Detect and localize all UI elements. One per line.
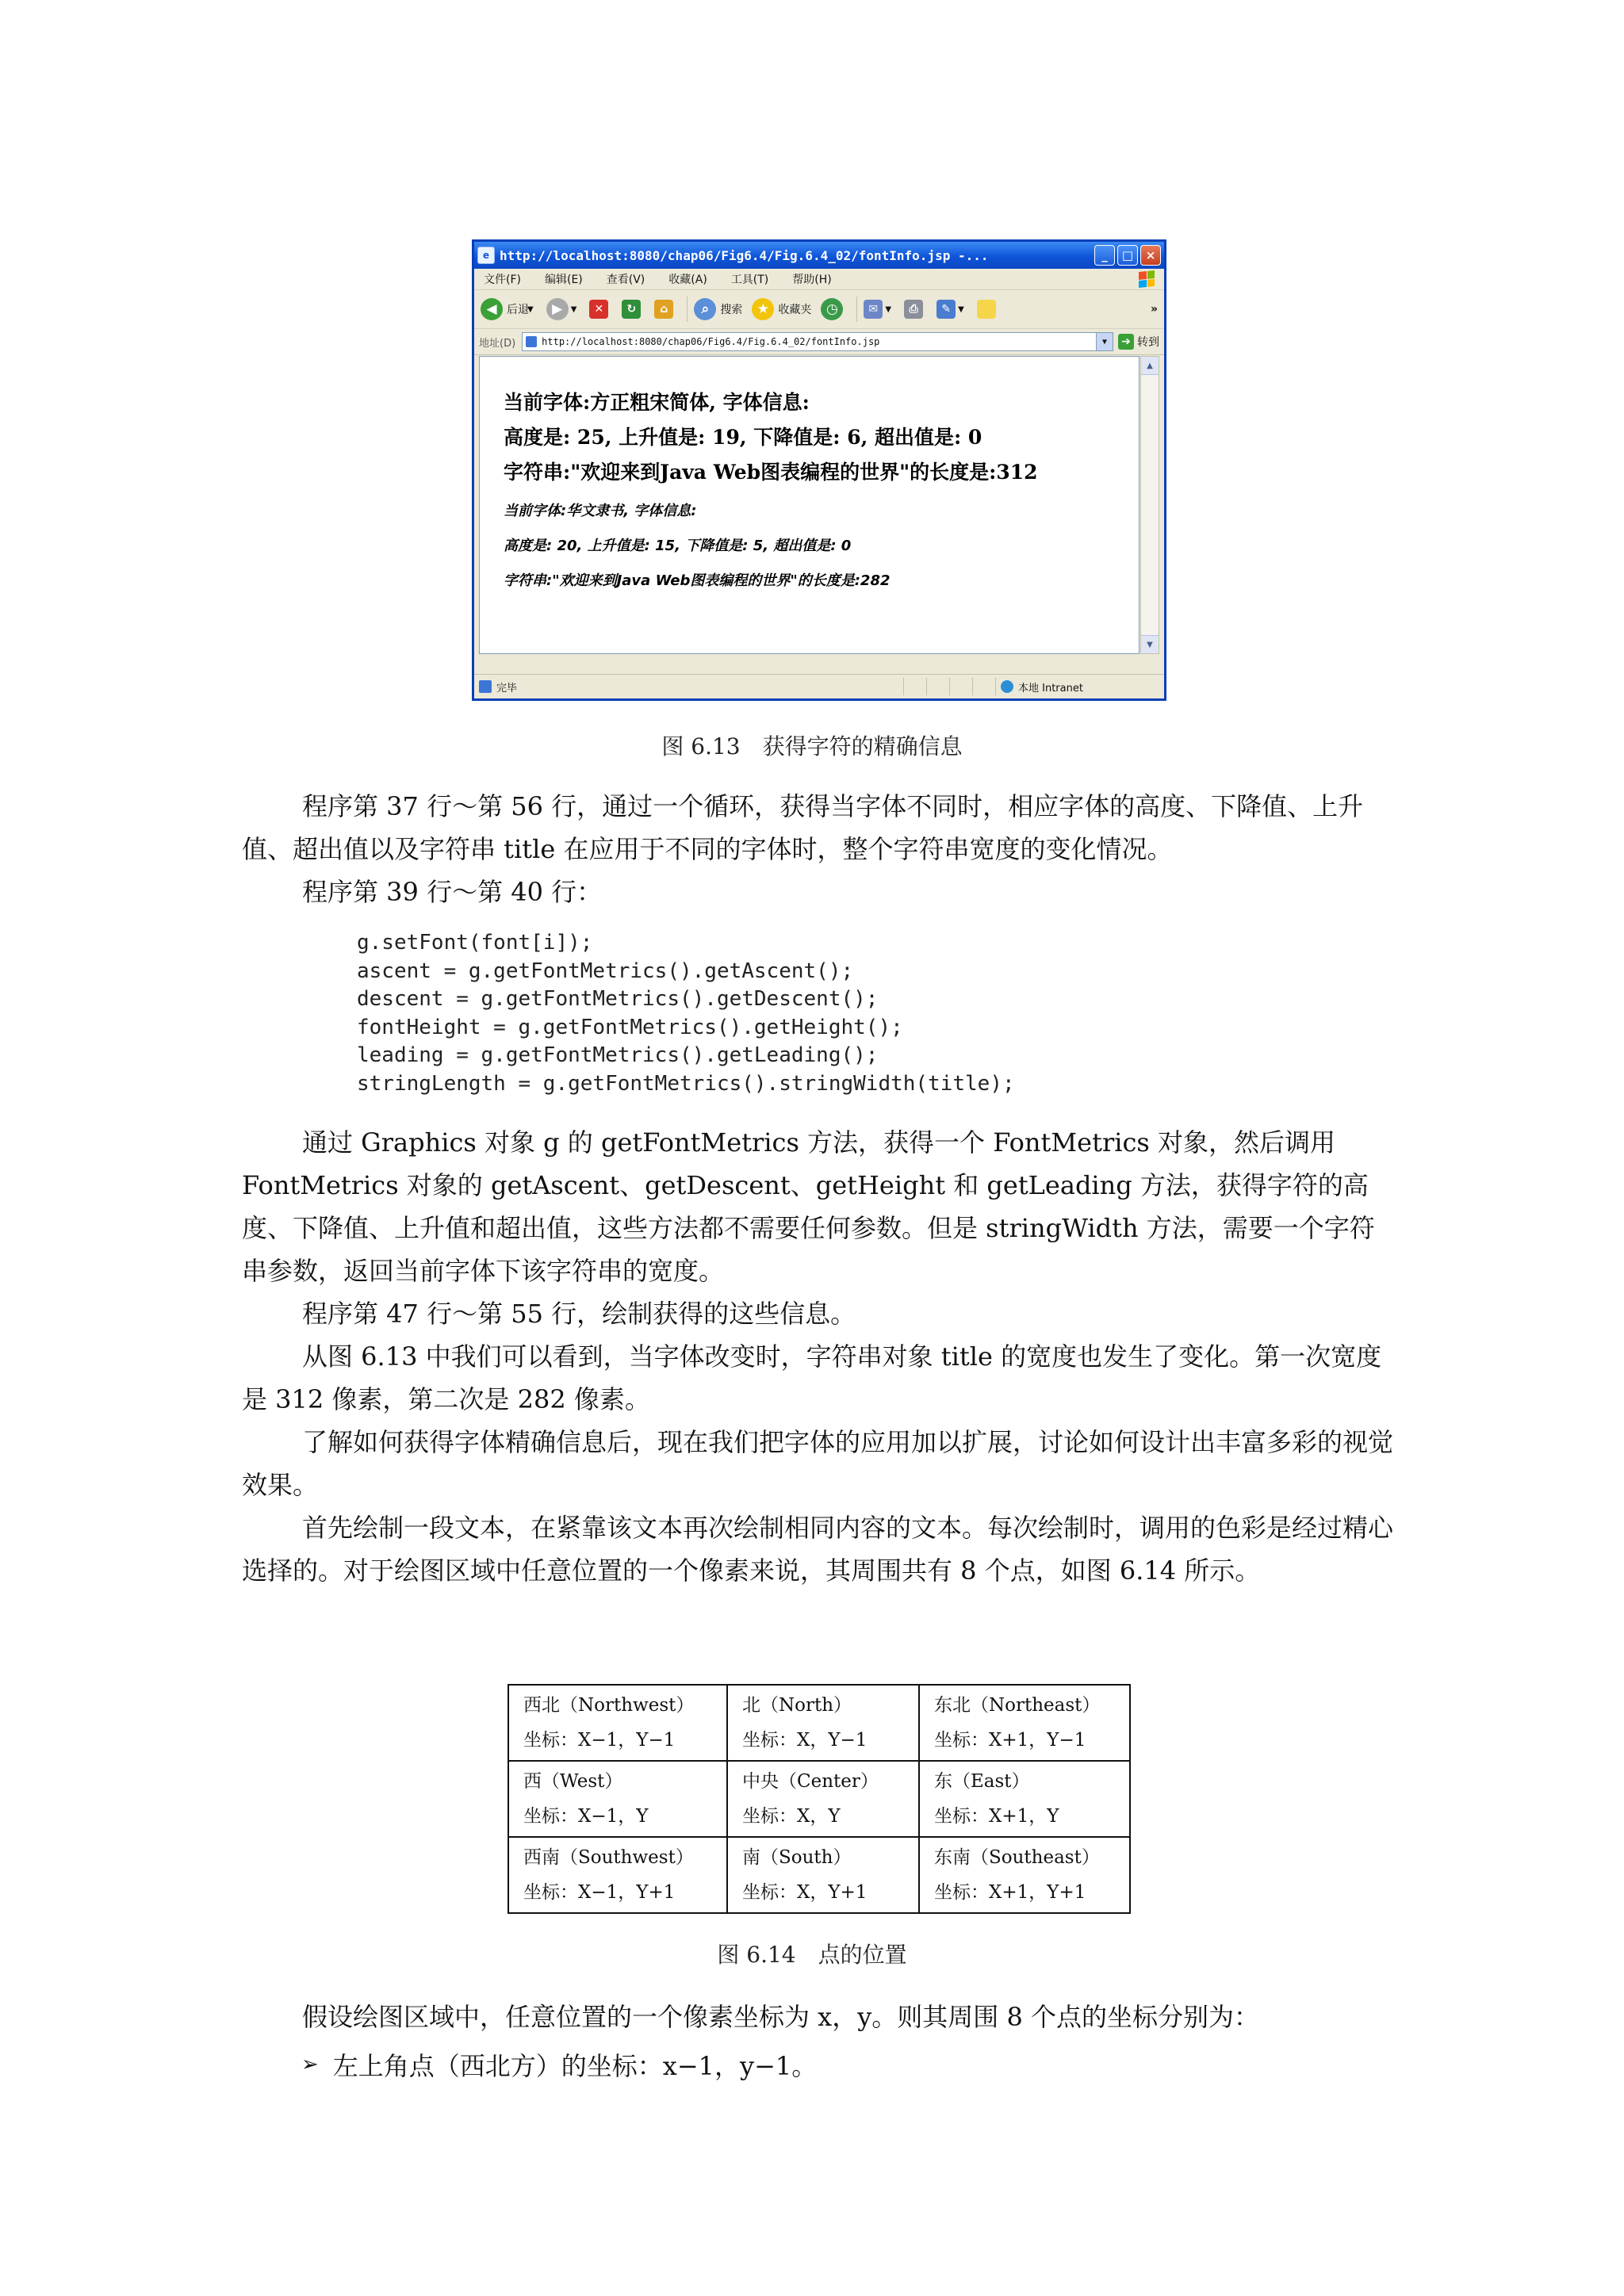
favorites-button[interactable] (752, 298, 811, 320)
back-button[interactable] (481, 298, 537, 320)
paragraph-5: 从图 6.13 中我们可以看到，当字体改变时，字符串对象 title 的宽度也发生了变化。第一次宽度是 312 像素，第二次是 282 像素。 (242, 1341, 1382, 1414)
back-arrow-icon: ◀ (481, 298, 503, 320)
table-cell: 东北（Northeast） 坐标：X+1，Y−1 (919, 1685, 1130, 1761)
zone-label: 本地 Intranet (1018, 682, 1083, 695)
status-text: 完毕 (496, 682, 518, 695)
history-button[interactable] (821, 298, 847, 320)
code-line: fontHeight = g.getFontMetrics().getHeight(); (357, 1015, 903, 1039)
status-cells (903, 678, 1159, 695)
toolbar-divider (856, 297, 857, 322)
refresh-icon: ↻ (622, 300, 641, 319)
messenger-button[interactable] (977, 300, 1000, 319)
ie-page-icon: e (477, 247, 495, 264)
paragraph-8: 假设绘图区域中，任意位置的一个像素坐标为 x，y。则其周围 8 个点的坐标分别为： (302, 2002, 1260, 2032)
windows-logo-icon (1139, 270, 1155, 288)
table-cell: 西北（Northwest） 坐标：X−1，Y−1 (508, 1685, 727, 1761)
scroll-down-icon[interactable]: ▼ (1141, 635, 1159, 653)
address-bar (474, 329, 1164, 355)
note-icon (977, 300, 996, 319)
table-row (508, 1685, 1130, 1761)
menu-favorites[interactable]: 收藏(A) (668, 274, 707, 286)
toolbar-divider (687, 297, 688, 322)
menu-view[interactable]: 查看(V) (606, 274, 645, 286)
toolbar-more[interactable]: » (1150, 303, 1158, 316)
search-icon: ⌕ (694, 298, 716, 320)
menu-edit[interactable]: 编辑(E) (544, 274, 583, 286)
paragraph-6: 了解如何获得字体精确信息后，现在我们把字体的应用加以扩展，讨论如何设计出丰富多彩的视觉效果。 (242, 1427, 1394, 1500)
chevron-down-icon[interactable]: ▼ (885, 304, 892, 314)
bullet-text: 左上角点（西北方）的坐标：x−1，y−1。 (332, 2051, 818, 2081)
menu-tools[interactable]: 工具(T) (730, 274, 769, 286)
bullet-arrow-icon: ➢ (301, 2053, 319, 2076)
mail-button[interactable] (864, 300, 894, 319)
home-icon: ⌂ (654, 300, 673, 319)
page-done-icon (479, 680, 492, 693)
bullet-item (301, 2046, 817, 2083)
refresh-button[interactable] (622, 300, 645, 319)
content-line: 字符串:"欢迎来到Java Web图表编程的世界"的长度是:282 (504, 572, 891, 589)
table-cell: 东（East） 坐标：X+1，Y (919, 1761, 1130, 1837)
neighbor-points-table (508, 1684, 1131, 1914)
table-cell: 西（West） 坐标：X−1，Y (508, 1761, 727, 1837)
globe-icon (1001, 680, 1013, 693)
status-bar (474, 674, 1164, 698)
code-line: leading = g.getFontMetrics().getLeading(); (357, 1043, 879, 1068)
edit-button[interactable] (936, 300, 967, 319)
star-icon: ★ (752, 298, 774, 320)
page-content (479, 356, 1139, 654)
security-zone (995, 678, 1159, 695)
table-cell: 西南（Southwest） 坐标：X−1，Y+1 (508, 1837, 727, 1913)
paragraph-3: 通过 Graphics 对象 g 的 getFontMetrics 方法，获得一个 FontMetrics 对象，然后调用 FontMetrics 对象的 getAscent、getDescent、getHeight 和 getLeading 方法，获得字符的高度、下降值、上升值和超出值，这些方法都不需要任何参数。但是 stringWidth 方法，需要一个字符串参数，返回当前字体下该字符串的宽度。 (242, 1127, 1375, 1286)
browser-titlebar (474, 242, 1164, 269)
content-line: 高度是: 25, 上升值是: 19, 下降值是: 6, 超出值是: 0 (504, 426, 982, 449)
table-cell: 北（North） 坐标：X，Y−1 (727, 1685, 919, 1761)
home-button[interactable] (654, 300, 677, 319)
chevron-down-icon[interactable]: ▼ (958, 304, 964, 314)
maximize-button[interactable]: □ (1117, 245, 1138, 266)
figure-6-14-caption: 图 6.14 点的位置 (717, 1942, 907, 1968)
table-row (508, 1761, 1130, 1837)
browser-window-screenshot (472, 239, 1166, 701)
menu-file[interactable]: 文件(F) (484, 274, 521, 286)
content-line: 当前字体:方正粗宋简体, 字体信息: (504, 391, 810, 414)
stop-button[interactable] (589, 300, 612, 319)
code-line: descent = g.getFontMetrics().getDescent(); (357, 987, 879, 1012)
stop-icon: ✕ (589, 300, 608, 319)
forward-arrow-icon: ▶ (546, 298, 569, 320)
go-button[interactable] (1118, 334, 1159, 350)
search-button[interactable] (694, 298, 742, 320)
content-line: 当前字体:华文隶书, 字体信息: (504, 503, 697, 519)
vertical-scrollbar[interactable] (1140, 356, 1159, 654)
paragraph-2: 程序第 39 行～第 40 行： (302, 877, 603, 907)
chevron-down-icon[interactable]: ▼ (527, 304, 534, 314)
browser-title: http://localhost:8080/chap06/Fig6.4/Fig.6.4_02/fontInfo.jsp -... (500, 247, 989, 263)
menu-bar (474, 269, 1164, 290)
back-label: 后退 (507, 304, 529, 316)
content-line: 字符串:"欢迎来到Java Web图表编程的世界"的长度是:312 (504, 461, 1038, 484)
table-cell: 东南（Southeast） 坐标：X+1，Y+1 (919, 1837, 1130, 1913)
chevron-down-icon[interactable]: ▼ (570, 304, 577, 314)
edit-icon: ✎ (936, 300, 956, 319)
close-button[interactable]: × (1140, 245, 1161, 266)
code-line: ascent = g.getFontMetrics().getAscent(); (357, 959, 854, 983)
code-block (357, 929, 1015, 1099)
go-arrow-icon: ➔ (1118, 334, 1134, 350)
paragraph-4: 程序第 47 行～第 55 行，绘制获得的这些信息。 (302, 1299, 856, 1329)
page-icon (526, 336, 537, 347)
table-row (508, 1837, 1130, 1913)
address-label: 地址(D) (479, 337, 516, 350)
menu-help[interactable]: 帮助(H) (792, 274, 832, 286)
go-label: 转到 (1137, 336, 1159, 349)
print-icon: ⎙ (904, 300, 923, 319)
scroll-up-icon[interactable]: ▲ (1141, 357, 1159, 375)
address-input[interactable] (522, 332, 1113, 351)
minimize-button[interactable]: _ (1094, 245, 1115, 266)
search-label: 搜索 (720, 304, 743, 316)
content-line: 高度是: 20, 上升值是: 15, 下降值是: 5, 超出值是: 0 (504, 538, 852, 554)
favorites-label: 收藏夹 (778, 304, 812, 316)
address-value: http://localhost:8080/chap06/Fig6.4/Fig.6.4_02/fontInfo.jsp (542, 336, 880, 347)
table-cell: 中央（Center） 坐标：X，Y (727, 1761, 919, 1837)
chevron-down-icon[interactable]: ▼ (1096, 333, 1113, 350)
code-line: g.setFont(font[i]); (357, 931, 593, 955)
table-cell: 南（South） 坐标：X，Y+1 (727, 1837, 919, 1913)
history-icon: ◷ (821, 298, 843, 320)
figure-6-13-caption: 图 6.13 获得字符的精确信息 (661, 733, 963, 760)
code-line: stringLength = g.getFontMetrics().stringWidth(title); (357, 1071, 1015, 1096)
mail-icon: ✉ (864, 300, 883, 319)
forward-button[interactable] (546, 298, 580, 320)
paragraph-1: 程序第 37 行～第 56 行，通过一个循环，获得当字体不同时，相应字体的高度、下降值、上升值、超出值以及字符串 title 在应用于不同的字体时，整个字符串宽度的变化情况。 (242, 791, 1364, 864)
paragraph-7: 首先绘制一段文本，在紧靠该文本再次绘制相同内容的文本。每次绘制时，调用的色彩是经过精心选择的。对于绘图区域中任意位置的一个像素来说，其周围共有 8 个点，如图 6.14 所示。 (242, 1513, 1394, 1586)
print-button[interactable] (904, 300, 927, 319)
browser-toolbar (474, 290, 1164, 329)
